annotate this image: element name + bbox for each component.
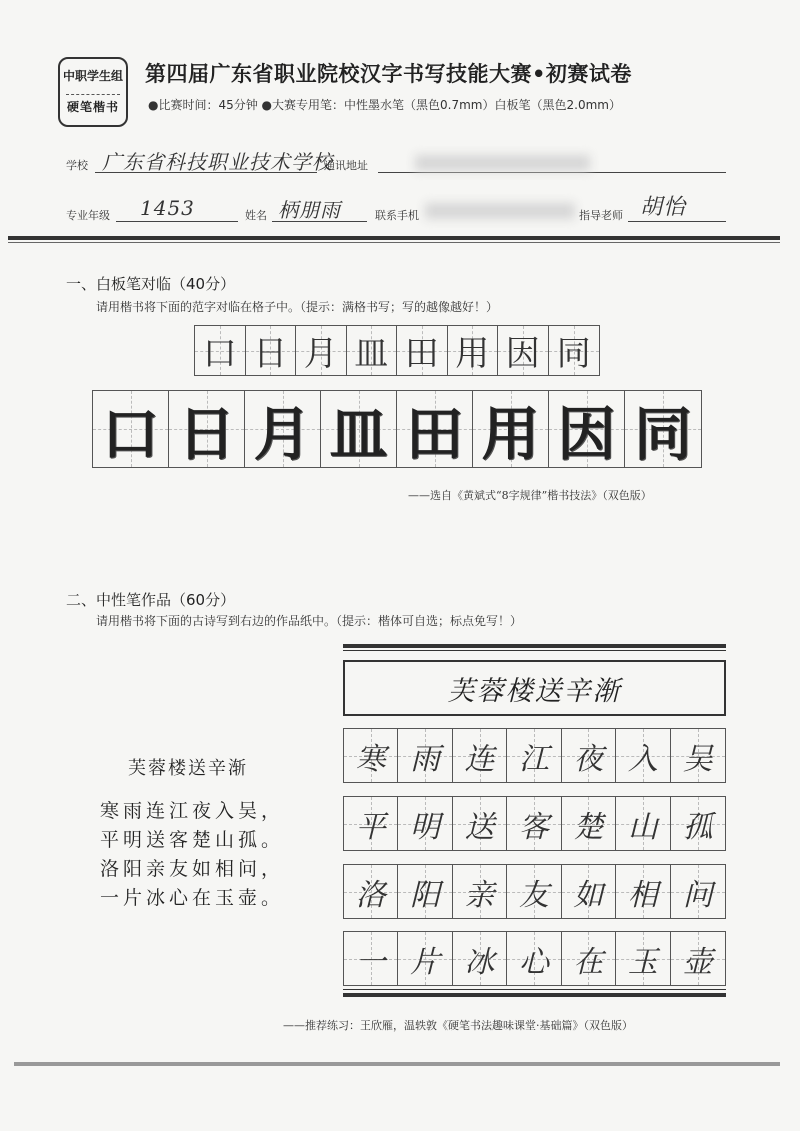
badge-script-label: 硬笔楷书 [66,100,119,114]
sheet-bottom-border-thin [343,989,726,990]
poem-title: 芙蓉楼送辛渐 [128,758,248,779]
teacher-value[interactable]: 胡怡 [640,195,687,220]
practice-cell[interactable]: 因 [549,391,625,467]
section2-source: ——推荐练习：王欣雁，温轶敦《硬笔书法趣味课堂·基础篇》（双色版） [283,1019,633,1032]
practice-char-grid[interactable] [92,390,702,468]
model-cell: 口 [195,326,246,375]
poem-line: 洛阳亲友如相问， [100,858,285,880]
sheet-title: 芙蓉楼送辛渐 [447,675,622,707]
sheet-cell[interactable]: 在 [562,932,616,985]
address-underline [378,172,726,173]
category-badge [58,57,128,127]
sheet-cell[interactable]: 孤 [671,797,725,850]
model-cell: 日 [246,326,297,375]
section2-heading: 二、中性笔作品（60分） [66,591,236,609]
section1-source: ——选自《黄斌式“8字规律”楷书技法》（双色版） [408,489,652,502]
school-value[interactable]: 广东省科技职业技术学校 [102,150,333,174]
sheet-cell[interactable]: 雨 [398,729,452,782]
school-label: 学校 [66,159,88,172]
practice-cell[interactable]: 日 [169,391,245,467]
teacher-underline [628,221,726,222]
practice-cell[interactable]: 月 [245,391,321,467]
sheet-cell[interactable]: 入 [616,729,670,782]
sheet-cell[interactable]: 吴 [671,729,725,782]
sheet-cell[interactable]: 山 [616,797,670,850]
sheet-cell[interactable]: 洛 [344,865,398,918]
sheet-cell[interactable]: 客 [507,797,561,850]
sheet-cell[interactable]: 问 [671,865,725,918]
teacher-label: 指导老师 [579,209,623,222]
sheet-cell[interactable]: 送 [453,797,507,850]
sheet-cell[interactable]: 友 [507,865,561,918]
sheet-row-4[interactable] [343,931,726,986]
sheet-top-border-thin [343,650,726,651]
major-underline [116,221,238,222]
model-cell: 因 [498,326,549,375]
sheet-title-box[interactable] [343,660,726,716]
exam-rules: ●比赛时间：45分钟 ●大赛专用笔：中性墨水笔（黑色0.7mm）白板笔（黑色2.0mm） [148,98,621,112]
section1-heading: 一、白板笔对临（40分） [66,275,236,293]
major-label: 专业年级 [66,209,110,222]
practice-cell[interactable]: 用 [473,391,549,467]
sheet-row-1[interactable] [343,728,726,783]
sheet-cell[interactable]: 片 [398,932,452,985]
poem-line: 平明送客楚山孤。 [100,829,285,851]
sheet-cell[interactable]: 楚 [562,797,616,850]
section1-instruction: 请用楷书将下面的范字对临在格子中。（提示：满格书写；写的越像越好！） [96,300,499,314]
sheet-row-3[interactable] [343,864,726,919]
sheet-cell[interactable]: 夜 [562,729,616,782]
sheet-cell[interactable]: 亲 [453,865,507,918]
sheet-bottom-border [343,993,726,997]
sheet-cell[interactable]: 明 [398,797,452,850]
model-cell: 同 [549,326,600,375]
sheet-cell[interactable]: 玉 [616,932,670,985]
sheet-cell[interactable]: 连 [453,729,507,782]
phone-redaction [425,203,575,219]
sheet-cell[interactable]: 一 [344,932,398,985]
page-title: 第四届广东省职业院校汉字书写技能大赛•初赛试卷 [145,62,632,86]
model-cell: 月 [296,326,347,375]
practice-cell[interactable]: 口 [93,391,169,467]
sheet-cell[interactable]: 如 [562,865,616,918]
sheet-cell[interactable]: 冰 [453,932,507,985]
model-cell: 皿 [347,326,398,375]
address-redaction [415,155,590,171]
poem-line: 寒雨连江夜入吴， [100,800,285,822]
sheet-cell[interactable]: 相 [616,865,670,918]
sheet-cell[interactable]: 阳 [398,865,452,918]
model-char-grid [194,325,600,376]
badge-group-label: 中职学生组 [62,69,123,83]
sheet-cell[interactable]: 平 [344,797,398,850]
practice-cell[interactable]: 皿 [321,391,397,467]
model-cell: 田 [397,326,448,375]
sheet-cell[interactable]: 壶 [671,932,725,985]
sheet-cell[interactable]: 心 [507,932,561,985]
address-label: 通讯地址 [324,159,368,172]
sheet-cell[interactable]: 寒 [344,729,398,782]
model-cell: 用 [448,326,499,375]
section2-instruction: 请用楷书将下面的古诗写到右边的作品纸中。（提示：楷体可自选；标点免写！） [96,614,523,628]
major-value[interactable]: 1453 [140,196,195,220]
name-value[interactable]: 柄朋雨 [278,198,341,222]
sheet-row-2[interactable] [343,796,726,851]
poem-line: 一片冰心在玉壶。 [100,887,285,909]
practice-cell[interactable]: 田 [397,391,473,467]
sheet-top-border [343,644,726,648]
header-divider [8,236,780,240]
phone-label: 联系手机 [375,209,419,222]
header-divider-thin [8,242,780,243]
footer-divider [14,1062,780,1066]
practice-cell[interactable]: 同 [625,391,701,467]
name-label: 姓名 [245,209,267,222]
sheet-cell[interactable]: 江 [507,729,561,782]
